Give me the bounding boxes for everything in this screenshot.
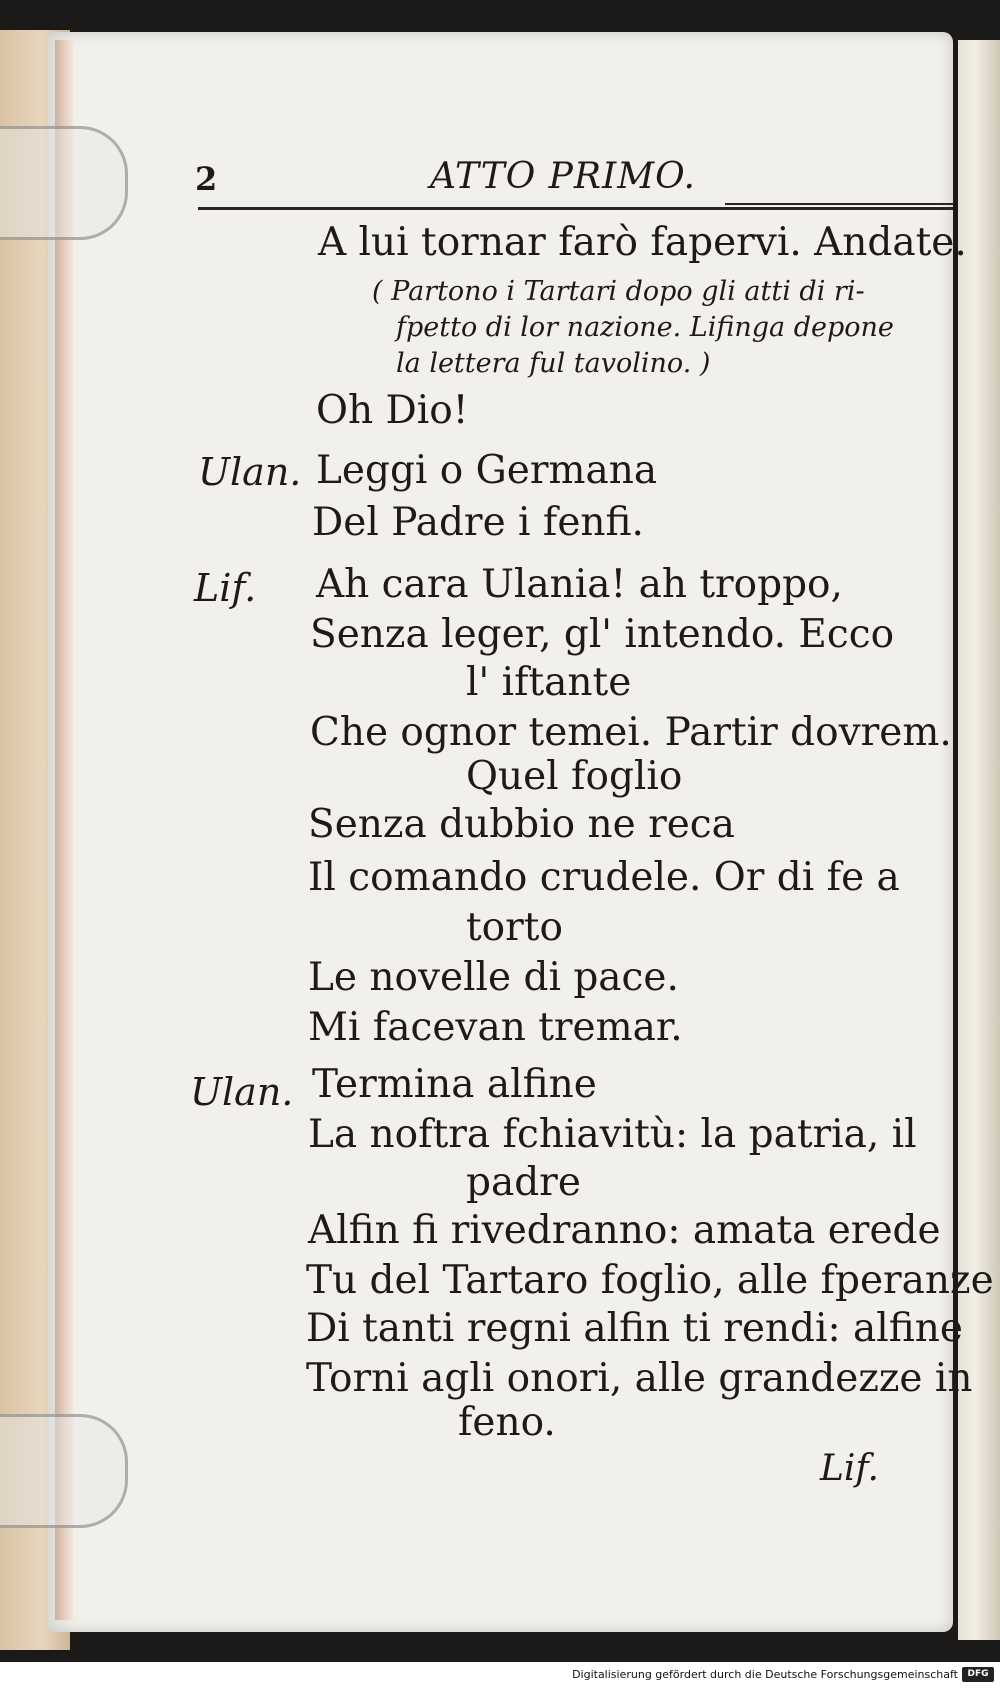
page-gutter — [55, 40, 73, 1620]
verse-line: feno. — [458, 1400, 556, 1445]
footer-bar — [0, 1662, 1000, 1692]
verse-line: Termina alfine — [312, 1062, 597, 1107]
verse-line: Del Padre i fenfi. — [312, 500, 644, 545]
verse-line: Tu del Tartaro foglio, alle fperanze — [306, 1258, 994, 1303]
verse-line: Il comando crudele. Or di fe a — [308, 855, 900, 900]
dfg-logo: DFG — [962, 1667, 994, 1682]
verse-line: Alfin fi rivedranno: amata erede — [308, 1208, 941, 1253]
verse-line: Ah cara Ulania! ah troppo, — [316, 562, 843, 607]
verse-line: Che ognor temei. Partir dovrem. — [310, 710, 952, 755]
verse-line: Leggi o Germana — [316, 448, 658, 493]
stage-direction: fpetto di lor nazione. Lifinga depone — [396, 312, 894, 343]
verse-line: padre — [466, 1160, 581, 1205]
header-rule — [198, 207, 953, 210]
verse-line: A lui tornar farò fapervi. Andate. — [318, 220, 967, 265]
verse-line: Torni agli onori, alle grandezze in — [306, 1356, 973, 1401]
header-rule-upper — [725, 203, 953, 205]
speaker-label: Ulan. — [198, 450, 302, 494]
catchword: Lif. — [820, 1448, 879, 1489]
running-title: ATTO PRIMO. — [430, 156, 696, 197]
funding-credit: Digitalisierung gefördert durch die Deutsche Forschungsgemeinschaft — [572, 1668, 958, 1681]
verse-line: La noftra fchiavitù: la patria, il — [308, 1112, 917, 1157]
speaker-label: Lif. — [194, 566, 257, 610]
page-number: 2 — [195, 160, 218, 198]
speaker-label: Ulan. — [190, 1070, 294, 1114]
stage-direction: ( Partono i Tartari dopo gli atti di ri- — [372, 276, 865, 307]
verse-line: Oh Dio! — [316, 388, 469, 433]
verse-line: Senza dubbio ne reca — [308, 802, 735, 847]
verse-line: Quel foglio — [466, 754, 683, 799]
stage-direction: la lettera ful tavolino. ) — [396, 348, 711, 379]
verse-line: Di tanti regni alfin ti rendi: alfine — [306, 1306, 963, 1351]
verse-line: l' iftante — [466, 660, 632, 705]
verse-line: Le novelle di pace. — [308, 955, 679, 1000]
page-clip-top — [0, 126, 128, 240]
page-clip-bottom — [0, 1414, 128, 1528]
verse-line: Mi facevan tremar. — [308, 1005, 683, 1050]
verse-line: Senza leger, gl' intendo. Ecco — [310, 612, 895, 657]
verse-line: torto — [466, 905, 563, 950]
